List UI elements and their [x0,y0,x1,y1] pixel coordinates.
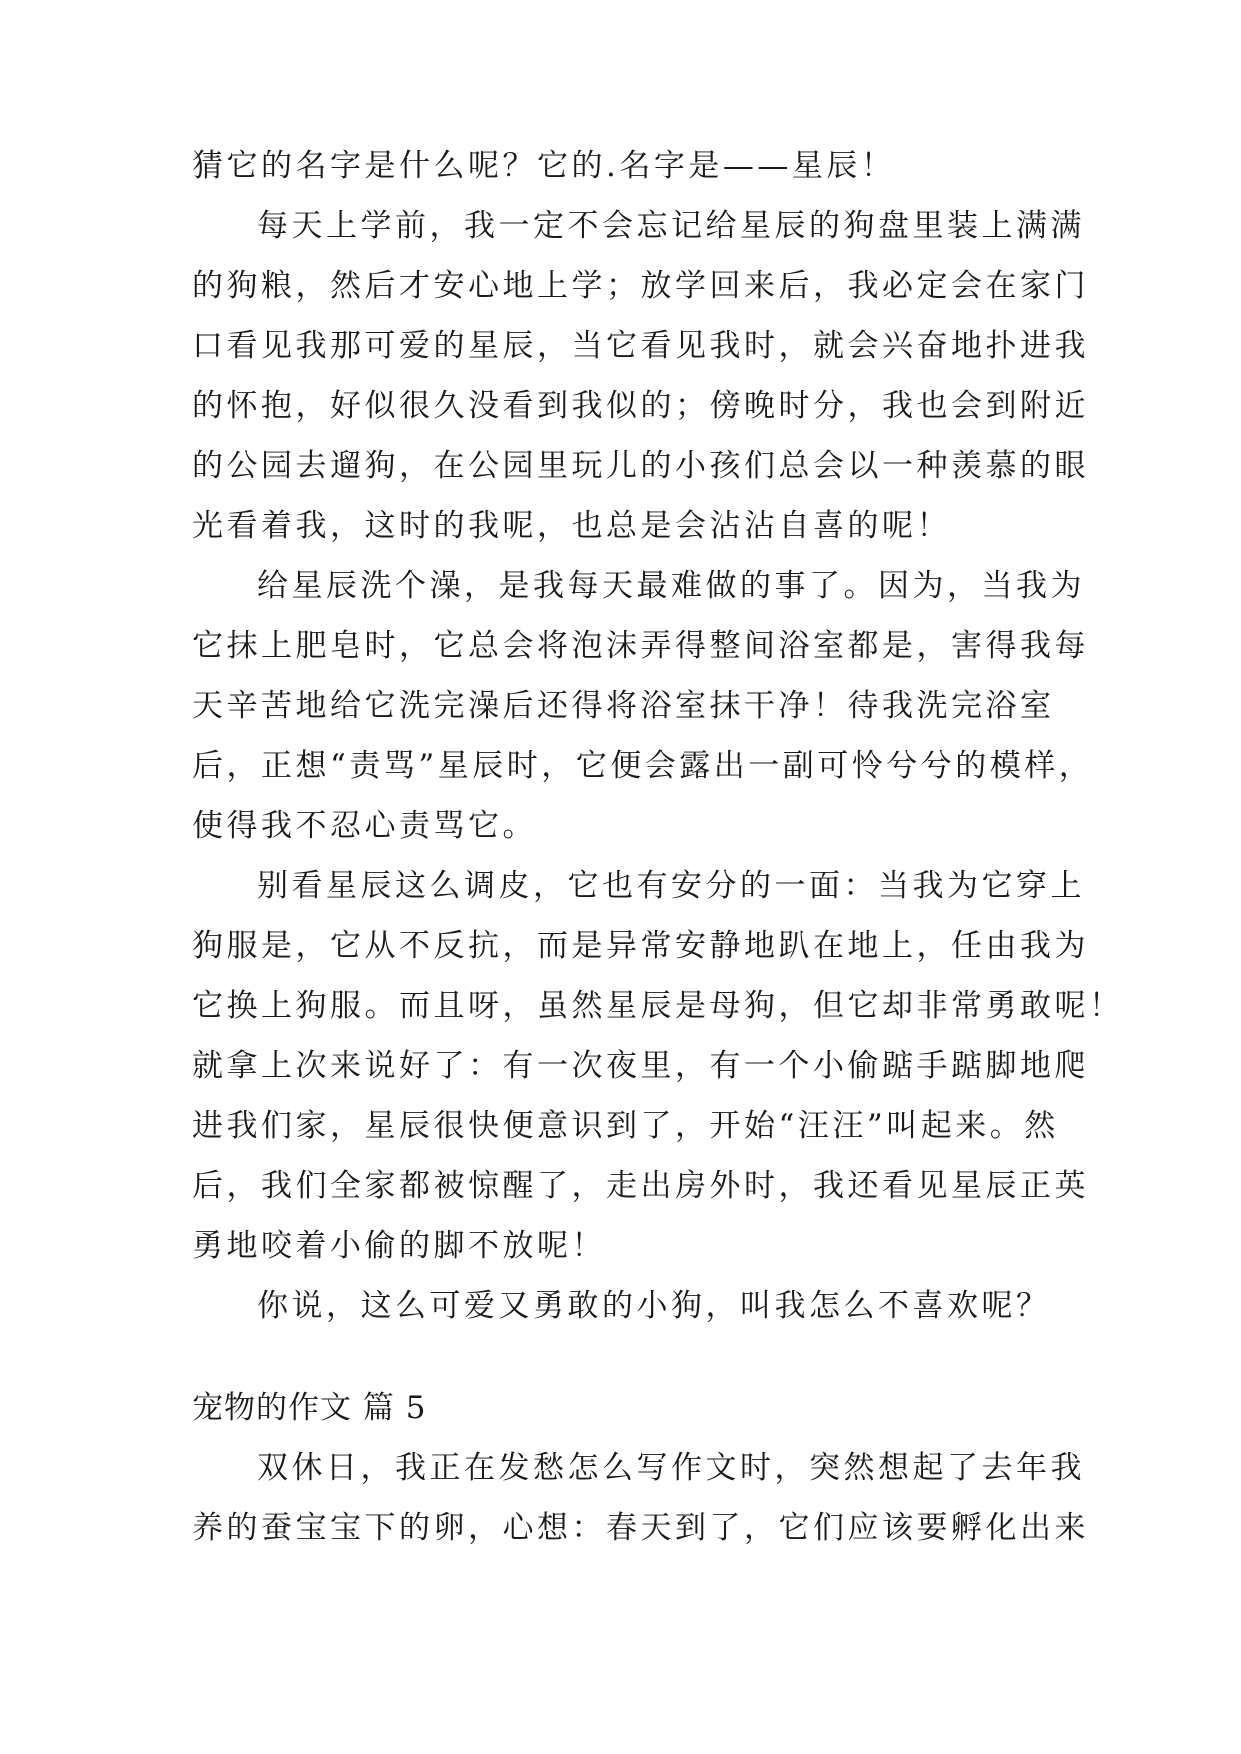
text-line: 的公园去遛狗，在公园里玩儿的小孩们总会以一种羡慕的眼 [192,448,1089,484]
text-line: 使得我不忍心责骂它。 [192,808,537,844]
text-line: 狗服是，它从不反抗，而是异常安静地趴在地上，任由我为 [192,928,1089,964]
paragraph-start-line: 双休日，我正在发愁怎么写作文时，突然想起了去年我 [257,1450,1085,1486]
text-line: 它抹上肥皂时，它总会将泡沫弄得整间浴室都是，害得我每 [192,628,1089,664]
text-line: 养的蚕宝宝下的卵，心想：春天到了，它们应该要孵化出来 [192,1510,1089,1546]
text-line: 的怀抱，好似很久没看到我似的；傍晚时分，我也会到附近 [192,388,1089,424]
paragraph-start-line: 给星辰洗个澡，是我每天最难做的事了。因为，当我为 [257,568,1085,604]
section-heading: 宠物的作文 篇 5 [192,1390,427,1426]
text-line: 光看着我，这时的我呢，也总是会沾沾自喜的呢！ [192,508,951,544]
text-line: 就拿上次来说好了：有一次夜里，有一个小偷踮手踮脚地爬 [192,1048,1089,1084]
text-line: 后，我们全家都被惊醒了，走出房外时，我还看见星辰正英 [192,1168,1089,1204]
text-line: 的狗粮，然后才安心地上学；放学回来后，我必定会在家门 [192,268,1089,304]
paragraph-start-line: 你说，这么可爱又勇敢的小狗，叫我怎么不喜欢呢？ [257,1288,1051,1324]
paragraph-start-line: 别看星辰这么调皮，它也有安分的一面：当我为它穿上 [257,868,1085,904]
text-line: 它换上狗服。而且呀，虽然星辰是母狗，但它却非常勇敢呢！ [192,988,1124,1024]
text-line: 天辛苦地给它洗完澡后还得将浴室抹干净！待我洗完浴室 [192,688,1055,724]
text-line: 口看见我那可爱的星辰，当它看见我时，就会兴奋地扑进我 [192,328,1089,364]
text-line: 猜它的名字是什么呢？它的.名字是——星辰！ [192,148,896,184]
text-line: 勇地咬着小偷的脚不放呢！ [192,1228,606,1264]
text-line: 后，正想“责骂”星辰时，它便会露出一副可怜兮兮的模样， [192,748,1094,784]
paragraph-start-line: 每天上学前，我一定不会忘记给星辰的狗盘里装上满满 [257,208,1085,244]
text-line: 进我们家，星辰很快便意识到了，开始“汪汪”叫起来。然 [192,1108,1059,1144]
